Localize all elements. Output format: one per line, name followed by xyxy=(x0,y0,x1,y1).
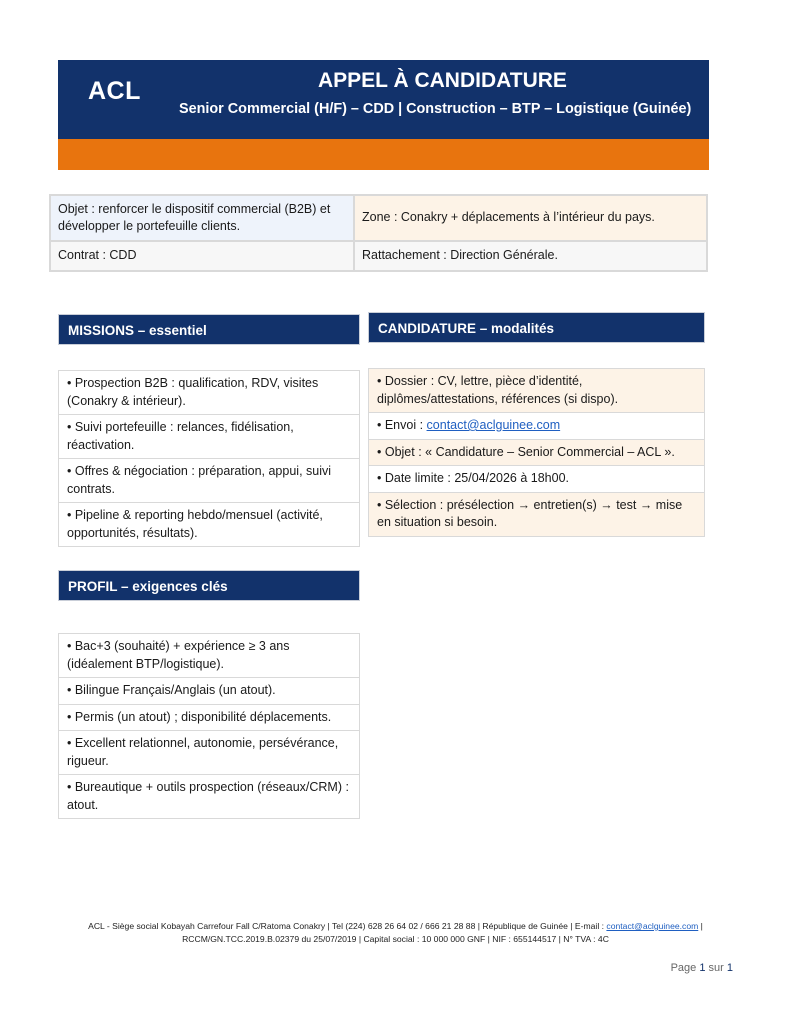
page-total: 1 xyxy=(726,962,733,974)
footer xyxy=(0,920,791,947)
page-number xyxy=(671,962,733,974)
selection-item: • Sélection : présélection → entretien(s) → test → mise en situation si besoin. xyxy=(368,493,705,537)
profil-list xyxy=(58,633,360,819)
accent-bar xyxy=(58,139,709,170)
candidature-heading: CANDIDATURE – modalités xyxy=(368,312,705,343)
footer-line-1 xyxy=(0,920,791,933)
envoi-label: • Envoi : xyxy=(377,418,427,432)
footer-email-link[interactable]: contact@aclguinee.com xyxy=(606,921,699,931)
email-link[interactable]: contact@aclguinee.com xyxy=(426,418,561,432)
missions-list xyxy=(58,370,360,547)
objet-item: • Objet : « Candidature – Senior Commercial – ACL ». xyxy=(368,440,705,467)
list-item: • Excellent relationnel, autonomie, persévérance, rigueur. xyxy=(58,731,360,775)
page-word: Page xyxy=(670,962,697,974)
list-item: • Prospection B2B : qualification, RDV, visites (Conakry & intérieur). xyxy=(58,370,360,415)
page-subtitle: Senior Commercial (H/F) – CDD | Construction – BTP – Logistique (Guinée) xyxy=(179,101,692,117)
list-item: • Pipeline & reporting hebdo/mensuel (activité, opportunités, résultats). xyxy=(58,503,360,547)
info-table xyxy=(49,194,708,272)
missions-heading: MISSIONS – essentiel xyxy=(58,314,360,345)
date-item: • Date limite : 25/04/2026 à 18h00. xyxy=(368,466,705,493)
logo-text: ACL xyxy=(88,77,141,105)
profil-heading: PROFIL – exigences clés xyxy=(58,570,360,601)
header-banner xyxy=(58,60,709,139)
dossier-item: • Dossier : CV, lettre, pièce d’identité, diplômes/attestations, références (si dispo). xyxy=(368,368,705,413)
candidature-list xyxy=(368,368,705,537)
objet-cell: Objet : renforcer le dispositif commercial (B2B) et développer le portefeuille clients. xyxy=(50,195,354,241)
zone-cell: Zone : Conakry + déplacements à l’intérieur du pays. xyxy=(354,195,707,241)
list-item: • Bureautique + outils prospection (réseaux/CRM) : atout. xyxy=(58,775,360,819)
rattachement-cell: Rattachement : Direction Générale. xyxy=(354,241,707,271)
list-item: • Bac+3 (souhaité) + expérience ≥ 3 ans (idéalement BTP/logistique). xyxy=(58,633,360,678)
envoi-item xyxy=(368,413,705,440)
page-title: APPEL À CANDIDATURE xyxy=(318,69,567,92)
footer-text: ACL - Siège social Kobayah Carrefour Fall C/Ratoma Conakry | Tel (224) 628 26 64 02 / 666 21 28 88 | République de Guinée | E-mail : xyxy=(88,921,607,931)
contrat-cell: Contrat : CDD xyxy=(50,241,354,271)
list-item: • Permis (un atout) ; disponibilité déplacements. xyxy=(58,705,360,732)
list-item: • Bilingue Français/Anglais (un atout). xyxy=(58,678,360,705)
page-sur: sur xyxy=(708,962,724,974)
page-current: 1 xyxy=(699,962,706,974)
footer-line-2: RCCM/GN.TCC.2019.B.02379 du 25/07/2019 | Capital social : 10 000 000 GNF | NIF : 655144517 | N° TVA : 4C xyxy=(182,934,609,945)
list-item: • Offres & négociation : préparation, appui, suivi contrats. xyxy=(58,459,360,503)
footer-end: | xyxy=(698,921,703,931)
list-item: • Suivi portefeuille : relances, fidélisation, réactivation. xyxy=(58,415,360,459)
